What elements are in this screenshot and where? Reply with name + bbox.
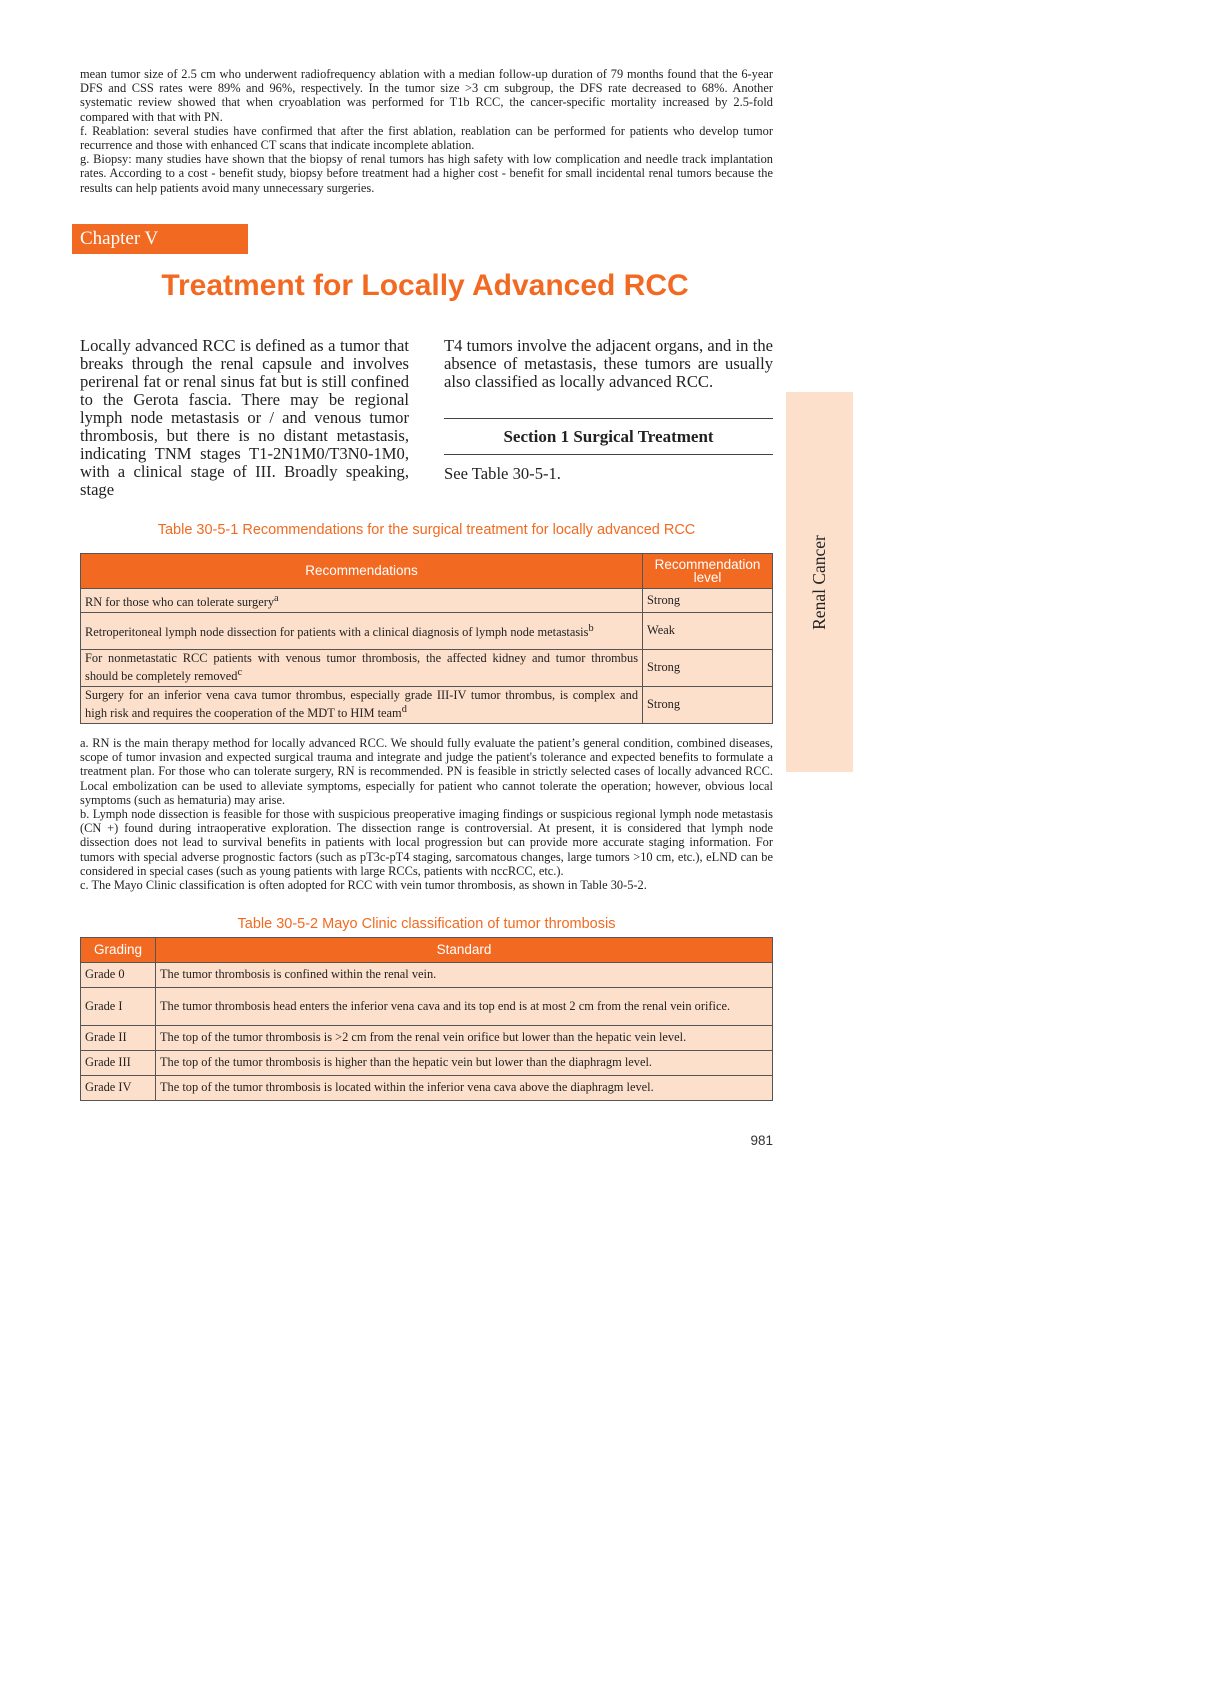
- table-header-row: [81, 554, 773, 589]
- column-header: Standard: [155, 938, 772, 963]
- footnote: c. The Mayo Clinic classification is often adopted for RCC with vein tumor thrombosis, as shown in Table 30-5-2.: [80, 878, 647, 893]
- table-cell: [81, 687, 643, 724]
- table-row: [81, 687, 773, 724]
- table-cell: The top of the tumor thrombosis is higher than the hepatic vein but lower than the diaphragm level.: [155, 1051, 772, 1076]
- footnote-marker: d: [401, 703, 407, 715]
- page-number: 981: [750, 1133, 773, 1148]
- table-cell: Strong: [643, 650, 773, 687]
- footnote-marker: b: [588, 623, 594, 635]
- table-cell: Strong: [643, 589, 773, 613]
- cell-text: Surgery for an inferior vena cava tumor thrombus, especially grade III-IV tumor thrombus, is complex and high risk and requires the cooperation of the MDT to HIM team: [85, 688, 639, 721]
- table-row: [81, 589, 773, 613]
- table-cell: Strong: [643, 687, 773, 724]
- see-table-reference: See Table 30-5-1.: [444, 464, 561, 483]
- table-footnotes: [80, 736, 773, 892]
- table-cell: Grade I: [81, 988, 156, 1026]
- table-header-row: [81, 938, 773, 963]
- note-paragraph: g. Biopsy: many studies have shown that the biopsy of renal tumors has high safety with low complication and needle track implantation rates. According to a cost - benefit study, biopsy before treatment had a higher cost - benefit for small incidental renal tumors because the results can help patients avoid many unnecessary surgeries.: [80, 152, 773, 195]
- note-paragraph: f. Reablation: several studies have confirmed that after the first ablation, reablation can be performed for patients who develop tumor recurrence and those with enhanced CT scans that indicate incomplete ablation.: [80, 123, 773, 153]
- mayo-classification-table: [80, 937, 773, 1101]
- table-row: [81, 963, 773, 988]
- footnote: b. Lymph node dissection is feasible for those with suspicious preoperative imaging findings or suspicious regional lymph node metastasis (CN +) found during intraoperative exploration. The dissection range is controversial. At present, it is considered that lymph node dissection does not lead to survival benefits in patients with local progression but can provide more accurate staging information. For tumors with special adverse prognostic factors (such as pT3c-pT4 staging, sarcomatous changes, large tumors >10 cm, etc.), eLND can be considered in special cases (such as young patients with large RCCs, patients with nccRCC, etc.).: [80, 807, 773, 878]
- table-row: [81, 613, 773, 650]
- column-header: Grading: [81, 938, 156, 963]
- column-header: Recommendations: [81, 554, 643, 589]
- table-cell: The tumor thrombosis head enters the inferior vena cava and its top end is at most 2 cm from the renal vein orifice.: [155, 988, 772, 1026]
- table-row: [81, 650, 773, 687]
- section-heading: Section 1 Surgical Treatment: [444, 418, 773, 455]
- footnote-marker: c: [237, 666, 243, 678]
- side-tab-label: Renal Cancer: [809, 534, 829, 630]
- table-cell: Grade II: [81, 1026, 156, 1051]
- body-left-column: Locally advanced RCC is defined as a tumor that breaks through the renal capsule and involves perirenal fat or renal sinus fat but is still confined to the Gerota fascia. There may be regional lymph node metastasis or / and venous tumor thrombosis, but there is no distant metastasis, indicating TNM stages T1-2N1M0/T3N0-1M0, with a clinical stage of III. Broadly speaking, stage: [80, 336, 409, 499]
- table-cell: [81, 650, 643, 687]
- table1-title: Table 30-5-1 Recommendations for the surgical treatment for locally advanced RCC: [157, 522, 696, 538]
- chapter-title: Treatment for Locally Advanced RCC: [161, 269, 689, 302]
- column-header: Recommendation level: [643, 554, 773, 589]
- table-cell: Grade IV: [81, 1076, 156, 1101]
- table-cell: The top of the tumor thrombosis is >2 cm from the renal vein orifice but lower than the hepatic vein level.: [155, 1026, 772, 1051]
- table-cell: Grade III: [81, 1051, 156, 1076]
- table-cell: [81, 589, 643, 613]
- table-cell: Grade 0: [81, 963, 156, 988]
- table-cell: Weak: [643, 613, 773, 650]
- footnote-marker: a: [274, 592, 279, 604]
- cell-text: For nonmetastatic RCC patients with venous tumor thrombosis, the affected kidney and tumor thrombus should be completely removed: [85, 651, 639, 684]
- table-row: [81, 1051, 773, 1076]
- table2-title: Table 30-5-2 Mayo Clinic classification of tumor thrombosis: [237, 916, 616, 932]
- footnote: a. RN is the main therapy method for locally advanced RCC. We should fully evaluate the patient’s general condition, combined diseases, scope of tumor invasion and expected surgical trauma and integrate and judge the patient's tolerance and expected benefits to formulate a treatment plan. For those who can tolerate surgery, RN is recommended. PN is feasible in strictly selected cases of locally advanced RCC. Local embolization can be used to alleviate symptoms, especially for patient who cannot tolerate the operation; however, obvious local symptoms (such as hematuria) may arise.: [80, 736, 773, 807]
- table-cell: [81, 613, 643, 650]
- recommendations-table: [80, 553, 773, 724]
- note-paragraph: mean tumor size of 2.5 cm who underwent radiofrequency ablation with a median follow-up duration of 79 months found that the 6-year DFS and CSS rates were 89% and 96%, respectively. In the tumor size >3 cm subgroup, the DFS rate decreased to 68%. Another systematic review showed that when cryoablation was performed for T1b RCC, the cancer-specific mortality increased by 2.5-fold compared with that with PN.: [80, 67, 773, 124]
- table-cell: The top of the tumor thrombosis is located within the inferior vena cava above the diaphragm level.: [155, 1076, 772, 1101]
- cell-text: RN for those who can tolerate surgery: [85, 594, 275, 609]
- table-cell: The tumor thrombosis is confined within the renal vein.: [155, 963, 772, 988]
- body-right-column: T4 tumors involve the adjacent organs, and in the absence of metastasis, these tumors are usually also classified as locally advanced RCC.: [444, 336, 773, 391]
- cell-text: Retroperitoneal lymph node dissection for patients with a clinical diagnosis of lymph node metastasis: [85, 625, 589, 640]
- table-row: [81, 988, 773, 1026]
- table-row: [81, 1076, 773, 1101]
- top-notes: [80, 67, 773, 195]
- side-tab: [786, 392, 853, 772]
- table-row: [81, 1026, 773, 1051]
- chapter-tab: Chapter V: [72, 224, 248, 254]
